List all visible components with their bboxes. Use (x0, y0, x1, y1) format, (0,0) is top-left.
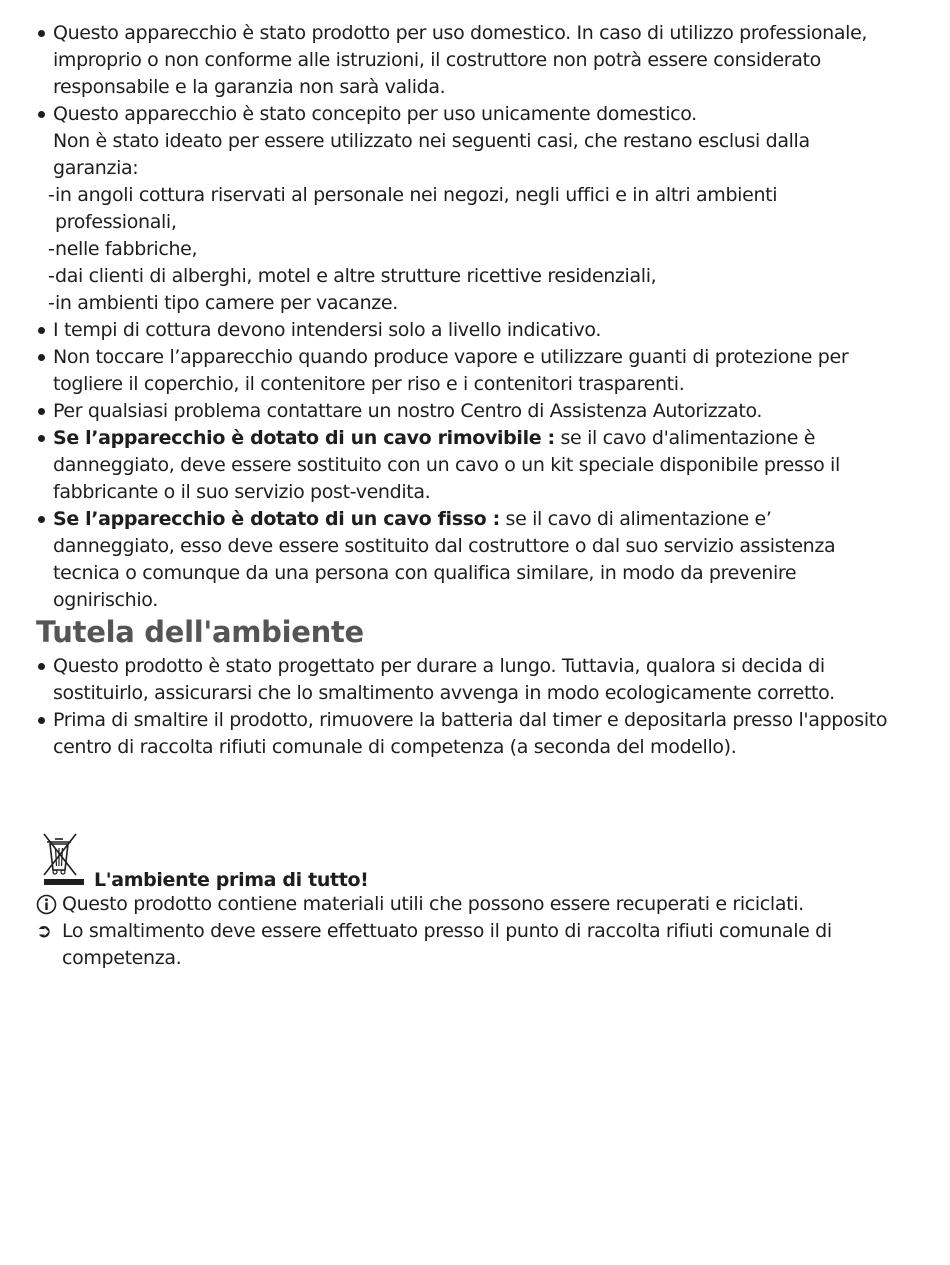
sub-list-item (48, 236, 896, 263)
list-item (36, 344, 896, 398)
list-item-text: se il cavo d'alimentazione è danneggiato, deve essere sostituito con un cavo o un kit speciale disponibile presso il fabbricante o il suo servizio post-vendita. (53, 427, 840, 503)
list-item (36, 20, 896, 101)
sub-list-item-text: dai clienti di alberghi, motel e altre strutture ricettive residenziali, (55, 265, 657, 287)
list-item-bold-lead: Se l’apparecchio è dotato di un cavo fisso : (53, 508, 500, 530)
list-item-text: Non toccare l’apparecchio quando produce vapore e utilizzare guanti di protezione per togliere il coperchio, il contenitore per riso e i contenitori trasparenti. (53, 346, 849, 395)
sub-list-item (48, 263, 896, 290)
environment-list (36, 653, 896, 761)
sub-list-item (48, 290, 896, 317)
weee-header (36, 830, 916, 891)
list-item (36, 506, 896, 614)
list-item-text: Prima di smaltire il prodotto, rimuovere la batteria dal timer e depositarla presso l'apposito centro di raccolta rifiuti comunale di competenza (a seconda del modello). (53, 709, 888, 758)
info-text: Questo prodotto contiene materiali utili che possono essere recuperati e riciclati. (62, 893, 804, 915)
info-circle-icon (36, 891, 62, 918)
sub-list-item-text: in ambienti tipo camere per vacanze. (55, 292, 398, 314)
list-item-text: I tempi di cottura devono intendersi solo a livello indicativo. (53, 319, 602, 341)
list-item-text: Questo apparecchio è stato prodotto per uso domestico. In caso di utilizzo professionale, improprio o non conforme alle istruzioni, il costruttore non potrà essere considerato responsabile e la garanzia non sarà valida. (53, 22, 868, 98)
list-item-text: Non è stato ideato per essere utilizzato nei seguenti casi, che restano esclusi dalla garanzia: (53, 130, 810, 179)
list-item-bold-lead: Se l’apparecchio è dotato di un cavo rimovibile : (53, 427, 555, 449)
crossed-out-bin-icon (36, 832, 86, 888)
exclusions-list (53, 182, 896, 317)
list-item (36, 707, 896, 761)
safety-list (36, 20, 896, 614)
list-item-text: se il cavo di alimentazione e’ danneggiato, esso deve essere sostituito dal costruttore o dal suo servizio assistenza tecnica o comunque da una persona con qualifica similare, in modo da prevenire ognirischio. (53, 508, 836, 611)
list-item-text: Per qualsiasi problema contattare un nostro Centro di Assistenza Autorizzato. (53, 400, 763, 422)
list-item (36, 398, 896, 425)
sub-list-item-text: in angoli cottura riservati al personale nei negozi, negli uffici e in altri ambienti professionali, (55, 184, 778, 233)
list-item (36, 425, 896, 506)
info-line (36, 891, 916, 918)
section-title: Tutela dell'ambiente (36, 615, 364, 649)
weee-title: L'ambiente prima di tutto! (94, 869, 369, 891)
list-item-text: Questo prodotto è stato progettato per durare a lungo. Tuttavia, qualora si decida di sostituirlo, assicurarsi che lo smaltimento avvenga in modo ecologicamente corretto. (53, 655, 835, 704)
list-item (36, 101, 896, 317)
arrow-right-icon: ➲ (36, 920, 52, 942)
list-item-text: Questo apparecchio è stato concepito per uso unicamente domestico. (53, 103, 697, 125)
list-item (36, 653, 896, 707)
disposal-text: Lo smaltimento deve essere effettuato presso il punto di raccolta rifiuti comunale di competenza. (62, 920, 832, 969)
disposal-line (36, 918, 916, 972)
list-item (36, 317, 896, 344)
weee-notice (36, 830, 916, 972)
sub-list-item (48, 182, 896, 236)
sub-list-item-text: nelle fabbriche, (55, 238, 198, 260)
